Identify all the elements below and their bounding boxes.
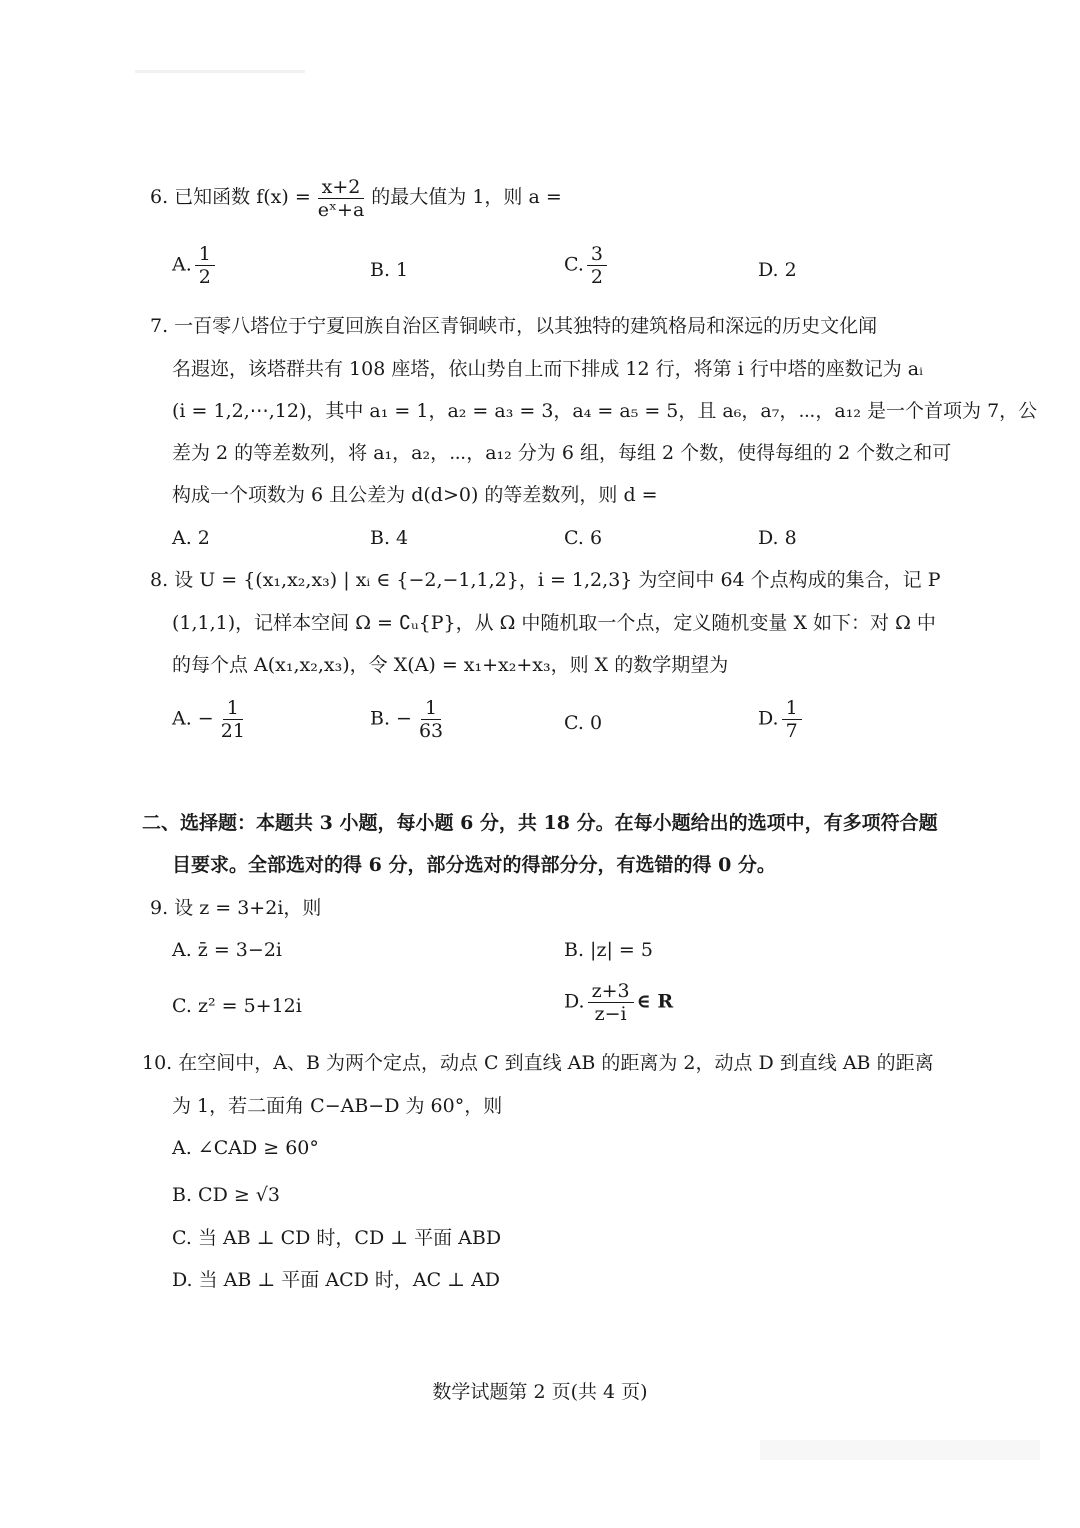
q7-option-b: B. 4 [370, 527, 409, 549]
q7-line-4: 差为 2 的等差数列，将 a₁，a₂，⋯，a₁₂ 分为 6 组，每组 2 个数，使得每组的 2 个数之和可 [172, 442, 952, 464]
q8-opt-b-frac [415, 697, 447, 742]
q8-opt-b-label: B. − [370, 707, 412, 730]
q10-option-b: B. CD ≥ √3 [172, 1184, 281, 1206]
scan-artifact-bottom [760, 1440, 1040, 1460]
q8-opt-d-num: 1 [782, 697, 802, 720]
q9-opt-d-den: z−i [594, 1003, 627, 1025]
q9-opt-d-label: D. [564, 990, 585, 1013]
q6-suffix: 的最大值为 1，则 a = [371, 186, 562, 208]
q8-opt-a-label: A. − [172, 707, 214, 730]
q6-frac-num: x+2 [318, 176, 365, 199]
q7-option-d: D. 8 [758, 527, 797, 549]
q8-option-b [370, 697, 450, 742]
q6-option-a [172, 243, 218, 288]
page-footer: 数学试题第 2 页(共 4 页) [432, 1381, 648, 1403]
q8-opt-d-den: 7 [785, 720, 798, 742]
q7-line-1: 7. 一百零八塔位于宁夏回族自治区青铜峡市，以其独特的建筑格局和深远的历史文化闻 [150, 315, 878, 337]
q6-opt-c-frac [587, 243, 607, 288]
q6-opt-c-num: 3 [587, 243, 607, 266]
question-6-stem [150, 172, 562, 222]
q6-prefix: 6. 已知函数 f(x) = [150, 186, 311, 208]
q9-option-a: A. z̄ = 3−2i [172, 939, 282, 961]
q6-opt-a-label: A. [172, 253, 192, 276]
q9-opt-d-suffix: ∈ R [636, 990, 674, 1013]
q8-opt-b-den: 63 [418, 720, 444, 742]
q8-opt-a-num: 1 [223, 697, 243, 720]
q10-line-1: 10. 在空间中，A、B 为两个定点，动点 C 到直线 AB 的距离为 2，动点 D 到直线 AB 的距离 [142, 1052, 934, 1074]
q7-option-a: A. 2 [172, 527, 210, 549]
q7-line-3: (i = 1,2,⋯,12)，其中 a₁ = 1，a₂ = a₃ = 3，a₄ = a₅ = 5，且 a₆，a₇，⋯，a₁₂ 是一个首项为 7，公 [172, 400, 1038, 422]
q8-line-3: 的每个点 A(x₁,x₂,x₃)，令 X(A) = x₁+x₂+x₃，则 X 的数学期望为 [172, 654, 729, 676]
section-2-line-1: 二、选择题：本题共 3 小题，每小题 6 分，共 18 分。在每小题给出的选项中，有多项符合题 [142, 812, 938, 834]
scan-artifact-top [135, 70, 305, 73]
q9-opt-d-frac [588, 980, 634, 1025]
q6-opt-c-den: 2 [590, 266, 603, 288]
q8-opt-a-den: 21 [220, 720, 245, 742]
q6-fraction [314, 176, 369, 221]
q8-option-a [172, 697, 252, 742]
q8-opt-b-num: 1 [421, 697, 441, 720]
q8-line-1: 8. 设 U = {(x₁,x₂,x₃) | xᵢ ∈ {−2,−1,1,2}，i = 1,2,3} 为空间中 64 个点构成的集合，记 P [150, 569, 941, 591]
q10-option-d: D. 当 AB ⊥ 平面 ACD 时，AC ⊥ AD [172, 1269, 501, 1291]
q9-opt-d-num: z+3 [588, 980, 634, 1003]
q6-option-c [564, 243, 610, 288]
q9-option-c: C. z² = 5+12i [172, 995, 302, 1017]
q8-opt-d-label: D. [758, 707, 779, 730]
q7-line-2: 名遐迩，该塔群共有 108 座塔，依山势自上而下排成 12 行，将第 i 行中塔的座数记为 aᵢ [172, 358, 923, 380]
q6-opt-c-label: C. [564, 253, 584, 276]
q8-line-2: (1,1,1)，记样本空间 Ω = ∁ᵤ{P}，从 Ω 中随机取一个点，定义随机变量 X 如下：对 Ω 中 [172, 612, 936, 634]
section-2-line-2: 目要求。全部选对的得 6 分，部分选对的得部分分，有选错的得 0 分。 [172, 854, 776, 876]
q8-option-c: C. 0 [564, 712, 603, 734]
q6-option-b: B. 1 [370, 259, 409, 281]
q10-line-2: 为 1，若二面角 C−AB−D 为 60°，则 [172, 1095, 503, 1117]
q10-option-c: C. 当 AB ⊥ CD 时，CD ⊥ 平面 ABD [172, 1227, 502, 1249]
q7-option-c: C. 6 [564, 527, 603, 549]
q8-option-d [758, 697, 805, 742]
q7-line-5: 构成一个项数为 6 且公差为 d(d>0) 的等差数列，则 d = [172, 484, 658, 506]
q6-opt-a-den: 2 [198, 266, 211, 288]
q6-option-d: D. 2 [758, 259, 797, 281]
q6-frac-den: eˣ+a [317, 198, 365, 221]
q9-stem: 9. 设 z = 3+2i，则 [150, 897, 322, 919]
q10-option-a: A. ∠CAD ≥ 60° [172, 1137, 319, 1159]
q8-opt-d-frac [782, 697, 802, 742]
q8-opt-a-frac [217, 697, 249, 742]
q9-option-b: B. |z| = 5 [564, 939, 653, 961]
q9-option-d [564, 980, 673, 1025]
q6-opt-a-frac [195, 243, 215, 288]
q6-opt-a-num: 1 [195, 243, 215, 266]
